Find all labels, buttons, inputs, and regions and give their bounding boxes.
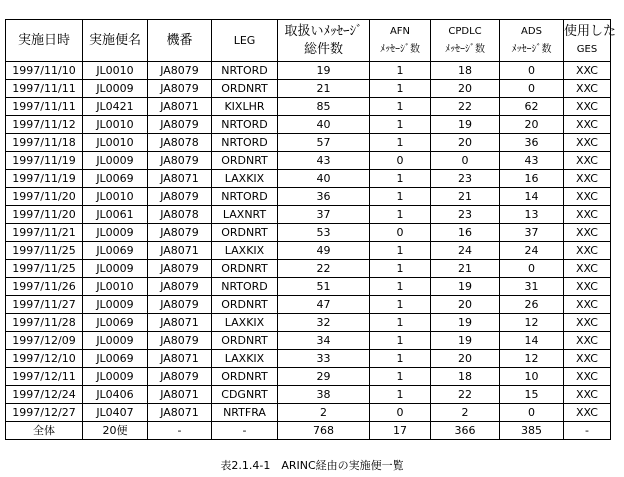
ges-cell: XXC <box>564 80 611 98</box>
total-aircraft-cell: - <box>148 422 212 440</box>
date-cell: 1997/11/20 <box>6 206 83 224</box>
table-row <box>6 206 611 224</box>
ads-cell: 43 <box>500 152 564 170</box>
date-cell: 1997/11/25 <box>6 242 83 260</box>
flight-cell: JL0009 <box>83 332 148 350</box>
ges-cell: XXC <box>564 62 611 80</box>
date-cell: 1997/11/12 <box>6 116 83 134</box>
aircraft-cell: JA8079 <box>148 278 212 296</box>
date-cell: 1997/12/27 <box>6 404 83 422</box>
ges-cell: XXC <box>564 404 611 422</box>
total-cell: 32 <box>278 314 370 332</box>
total-cell: 38 <box>278 386 370 404</box>
total-cell: 40 <box>278 116 370 134</box>
flight-cell: JL0010 <box>83 188 148 206</box>
flight-cell: JL0069 <box>83 170 148 188</box>
table-body <box>6 62 611 440</box>
afn-cell: 1 <box>370 134 431 152</box>
ges-cell: XXC <box>564 296 611 314</box>
flight-cell: JL0009 <box>83 260 148 278</box>
cpdlc-cell: 24 <box>431 242 500 260</box>
header-leg: LEG <box>212 20 278 62</box>
flight-cell: JL0061 <box>83 206 148 224</box>
flight-cell: JL0009 <box>83 152 148 170</box>
leg-cell: ORDNRT <box>212 224 278 242</box>
flight-cell: JL0010 <box>83 116 148 134</box>
table-caption: 表2.1.4-1 ARINC経由の実施便一覧 <box>220 459 404 472</box>
table-row <box>6 296 611 314</box>
afn-cell: 1 <box>370 188 431 206</box>
cpdlc-cell: 16 <box>431 224 500 242</box>
ads-cell: 20 <box>500 116 564 134</box>
header-total-messages: 取扱いﾒｯｾｰｼﾞ 総件数 <box>278 20 370 62</box>
table-row <box>6 188 611 206</box>
aircraft-cell: JA8071 <box>148 170 212 188</box>
cpdlc-cell: 20 <box>431 134 500 152</box>
table-row <box>6 278 611 296</box>
cpdlc-cell: 22 <box>431 98 500 116</box>
total-cell: 43 <box>278 152 370 170</box>
ges-cell: XXC <box>564 260 611 278</box>
leg-cell: LAXKIX <box>212 170 278 188</box>
header-date: 実施日時 <box>6 20 83 62</box>
cpdlc-cell: 23 <box>431 170 500 188</box>
ges-cell: XXC <box>564 278 611 296</box>
cpdlc-cell: 22 <box>431 386 500 404</box>
cpdlc-cell: 20 <box>431 350 500 368</box>
date-cell: 1997/11/18 <box>6 134 83 152</box>
afn-cell: 0 <box>370 404 431 422</box>
table-row <box>6 260 611 278</box>
afn-cell: 1 <box>370 278 431 296</box>
ads-cell: 62 <box>500 98 564 116</box>
ads-cell: 14 <box>500 332 564 350</box>
ges-cell: XXC <box>564 134 611 152</box>
flight-cell: JL0009 <box>83 80 148 98</box>
table-row <box>6 80 611 98</box>
cpdlc-cell: 19 <box>431 314 500 332</box>
table-row <box>6 242 611 260</box>
total-ges-cell: - <box>564 422 611 440</box>
table-row <box>6 224 611 242</box>
date-cell: 1997/11/19 <box>6 152 83 170</box>
aircraft-cell: JA8071 <box>148 314 212 332</box>
aircraft-cell: JA8079 <box>148 152 212 170</box>
ges-cell: XXC <box>564 350 611 368</box>
afn-cell: 1 <box>370 242 431 260</box>
leg-cell: ORDNRT <box>212 332 278 350</box>
date-cell: 1997/12/11 <box>6 368 83 386</box>
cpdlc-cell: 20 <box>431 80 500 98</box>
table-row <box>6 332 611 350</box>
ads-cell: 26 <box>500 296 564 314</box>
flight-cell: JL0009 <box>83 368 148 386</box>
ads-cell: 31 <box>500 278 564 296</box>
total-cell: 85 <box>278 98 370 116</box>
header-cpdlc: CPDLC ﾒｯｾｰｼﾞ数 <box>431 20 500 62</box>
total-cell: 19 <box>278 62 370 80</box>
ads-cell: 24 <box>500 242 564 260</box>
ges-cell: XXC <box>564 332 611 350</box>
flight-cell: JL0069 <box>83 314 148 332</box>
total-cell: 37 <box>278 206 370 224</box>
ges-cell: XXC <box>564 98 611 116</box>
aircraft-cell: JA8071 <box>148 242 212 260</box>
ads-cell: 13 <box>500 206 564 224</box>
total-cell: 47 <box>278 296 370 314</box>
ges-cell: XXC <box>564 206 611 224</box>
ges-cell: XXC <box>564 170 611 188</box>
leg-cell: CDGNRT <box>212 386 278 404</box>
cpdlc-cell: 21 <box>431 260 500 278</box>
cpdlc-cell: 18 <box>431 62 500 80</box>
total-leg-cell: - <box>212 422 278 440</box>
leg-cell: NRTFRA <box>212 404 278 422</box>
date-cell: 1997/11/27 <box>6 296 83 314</box>
cpdlc-cell: 0 <box>431 152 500 170</box>
leg-cell: KIXLHR <box>212 98 278 116</box>
table-row <box>6 152 611 170</box>
table-row <box>6 116 611 134</box>
leg-cell: NRTORD <box>212 188 278 206</box>
ads-cell: 16 <box>500 170 564 188</box>
header-flight: 実施便名 <box>83 20 148 62</box>
aircraft-cell: JA8078 <box>148 206 212 224</box>
date-cell: 1997/11/19 <box>6 170 83 188</box>
ads-cell: 37 <box>500 224 564 242</box>
total-ads-cell: 385 <box>500 422 564 440</box>
aircraft-cell: JA8079 <box>148 332 212 350</box>
date-cell: 1997/11/26 <box>6 278 83 296</box>
afn-cell: 1 <box>370 170 431 188</box>
aircraft-cell: JA8071 <box>148 350 212 368</box>
afn-cell: 1 <box>370 350 431 368</box>
total-cell: 2 <box>278 404 370 422</box>
date-cell: 1997/11/11 <box>6 98 83 116</box>
date-cell: 1997/11/25 <box>6 260 83 278</box>
date-cell: 1997/12/10 <box>6 350 83 368</box>
cpdlc-cell: 18 <box>431 368 500 386</box>
afn-cell: 1 <box>370 62 431 80</box>
total-row <box>6 422 611 440</box>
table-row <box>6 170 611 188</box>
total-cell: 53 <box>278 224 370 242</box>
leg-cell: NRTORD <box>212 62 278 80</box>
table-row <box>6 368 611 386</box>
cpdlc-cell: 21 <box>431 188 500 206</box>
header-ges: 使用した GES <box>564 20 611 62</box>
table-row <box>6 98 611 116</box>
header-row <box>6 20 611 62</box>
leg-cell: LAXKIX <box>212 314 278 332</box>
afn-cell: 1 <box>370 368 431 386</box>
ads-cell: 36 <box>500 134 564 152</box>
ads-cell: 0 <box>500 62 564 80</box>
flight-cell: JL0010 <box>83 134 148 152</box>
ges-cell: XXC <box>564 188 611 206</box>
ads-cell: 10 <box>500 368 564 386</box>
afn-cell: 1 <box>370 260 431 278</box>
afn-cell: 1 <box>370 80 431 98</box>
aircraft-cell: JA8071 <box>148 404 212 422</box>
afn-cell: 1 <box>370 206 431 224</box>
leg-cell: ORDNRT <box>212 80 278 98</box>
total-cell: 29 <box>278 368 370 386</box>
afn-cell: 0 <box>370 224 431 242</box>
ges-cell: XXC <box>564 242 611 260</box>
ads-cell: 12 <box>500 350 564 368</box>
aircraft-cell: JA8078 <box>148 134 212 152</box>
total-total-cell: 768 <box>278 422 370 440</box>
total-afn-cell: 17 <box>370 422 431 440</box>
cpdlc-cell: 19 <box>431 116 500 134</box>
flight-table <box>5 19 617 440</box>
leg-cell: LAXKIX <box>212 242 278 260</box>
cpdlc-cell: 19 <box>431 278 500 296</box>
cpdlc-cell: 2 <box>431 404 500 422</box>
header-afn: AFN ﾒｯｾｰｼﾞ数 <box>370 20 431 62</box>
cpdlc-cell: 19 <box>431 332 500 350</box>
cpdlc-cell: 23 <box>431 206 500 224</box>
date-cell: 1997/11/28 <box>6 314 83 332</box>
leg-cell: LAXKIX <box>212 350 278 368</box>
date-cell: 1997/12/24 <box>6 386 83 404</box>
afn-cell: 0 <box>370 152 431 170</box>
date-cell: 1997/11/11 <box>6 80 83 98</box>
aircraft-cell: JA8079 <box>148 296 212 314</box>
table-row <box>6 134 611 152</box>
flight-cell: JL0407 <box>83 404 148 422</box>
ads-cell: 14 <box>500 188 564 206</box>
ges-cell: XXC <box>564 116 611 134</box>
total-date-cell: 全体 <box>6 422 83 440</box>
ads-cell: 0 <box>500 260 564 278</box>
afn-cell: 1 <box>370 116 431 134</box>
cpdlc-cell: 20 <box>431 296 500 314</box>
leg-cell: ORDNRT <box>212 260 278 278</box>
ads-cell: 0 <box>500 80 564 98</box>
total-cell: 21 <box>278 80 370 98</box>
afn-cell: 1 <box>370 386 431 404</box>
date-cell: 1997/11/20 <box>6 188 83 206</box>
aircraft-cell: JA8079 <box>148 116 212 134</box>
ads-cell: 12 <box>500 314 564 332</box>
leg-cell: ORDNRT <box>212 368 278 386</box>
total-cpdlc-cell: 366 <box>431 422 500 440</box>
flight-cell: JL0010 <box>83 62 148 80</box>
ges-cell: XXC <box>564 152 611 170</box>
date-cell: 1997/11/10 <box>6 62 83 80</box>
total-cell: 51 <box>278 278 370 296</box>
ges-cell: XXC <box>564 368 611 386</box>
ges-cell: XXC <box>564 386 611 404</box>
ges-cell: XXC <box>564 224 611 242</box>
total-cell: 22 <box>278 260 370 278</box>
flight-cell: JL0009 <box>83 224 148 242</box>
total-cell: 57 <box>278 134 370 152</box>
table-row <box>6 314 611 332</box>
flight-cell: JL0069 <box>83 242 148 260</box>
aircraft-cell: JA8079 <box>148 368 212 386</box>
total-cell: 49 <box>278 242 370 260</box>
flight-cell: JL0421 <box>83 98 148 116</box>
aircraft-cell: JA8071 <box>148 98 212 116</box>
date-cell: 1997/12/09 <box>6 332 83 350</box>
afn-cell: 1 <box>370 314 431 332</box>
table-row <box>6 404 611 422</box>
total-cell: 40 <box>278 170 370 188</box>
date-cell: 1997/11/21 <box>6 224 83 242</box>
afn-cell: 1 <box>370 332 431 350</box>
flight-cell: JL0069 <box>83 350 148 368</box>
header-aircraft: 機番 <box>148 20 212 62</box>
flight-cell: JL0009 <box>83 296 148 314</box>
total-flight-cell: 20便 <box>83 422 148 440</box>
ads-cell: 15 <box>500 386 564 404</box>
table-row <box>6 386 611 404</box>
flight-cell: JL0406 <box>83 386 148 404</box>
table-row <box>6 62 611 80</box>
header-ads: ADS ﾒｯｾｰｼﾞ数 <box>500 20 564 62</box>
ads-cell: 0 <box>500 404 564 422</box>
leg-cell: NRTORD <box>212 116 278 134</box>
afn-cell: 1 <box>370 296 431 314</box>
leg-cell: NRTORD <box>212 134 278 152</box>
afn-cell: 1 <box>370 98 431 116</box>
total-cell: 33 <box>278 350 370 368</box>
aircraft-cell: JA8079 <box>148 224 212 242</box>
table-row <box>6 350 611 368</box>
total-cell: 34 <box>278 332 370 350</box>
aircraft-cell: JA8079 <box>148 80 212 98</box>
flight-cell: JL0010 <box>83 278 148 296</box>
leg-cell: ORDNRT <box>212 152 278 170</box>
leg-cell: LAXNRT <box>212 206 278 224</box>
aircraft-cell: JA8079 <box>148 188 212 206</box>
aircraft-cell: JA8071 <box>148 386 212 404</box>
ges-cell: XXC <box>564 314 611 332</box>
aircraft-cell: JA8079 <box>148 62 212 80</box>
leg-cell: ORDNRT <box>212 296 278 314</box>
leg-cell: NRTORD <box>212 278 278 296</box>
total-cell: 36 <box>278 188 370 206</box>
aircraft-cell: JA8079 <box>148 260 212 278</box>
